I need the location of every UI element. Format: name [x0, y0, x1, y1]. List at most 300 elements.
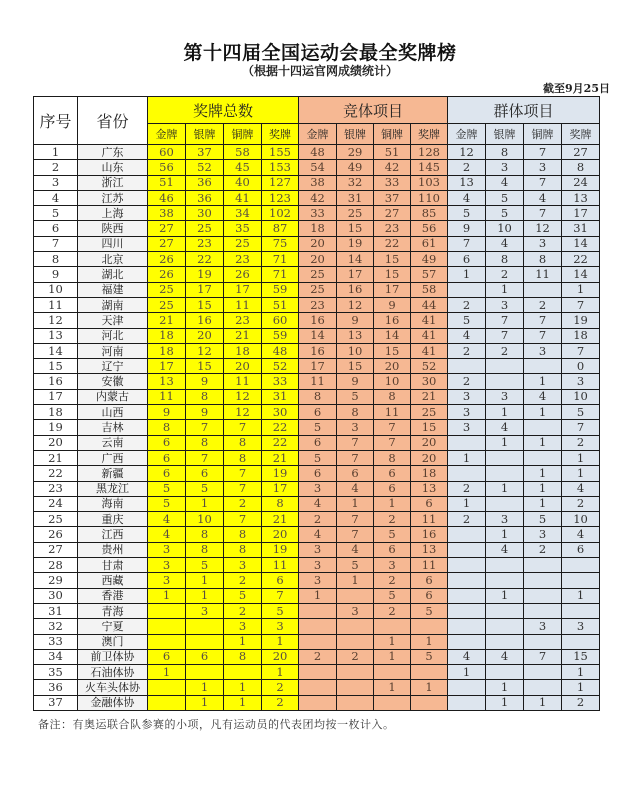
province-cell: 重庆 — [78, 512, 148, 527]
rank-cell: 25 — [34, 512, 78, 527]
province-cell: 澳门 — [78, 634, 148, 649]
comp-medal-cell: 16 — [299, 313, 337, 328]
comp-medal-cell — [337, 695, 374, 710]
rank-cell: 9 — [34, 267, 78, 282]
header-comp-medals: 奖牌 — [411, 124, 448, 145]
province-cell: 湖南 — [78, 297, 148, 312]
mass-medal-cell — [562, 573, 600, 588]
mass-medal-cell: 1 — [562, 466, 600, 481]
comp-medal-cell — [411, 619, 448, 634]
mass-medal-cell — [524, 450, 562, 465]
rank-cell: 37 — [34, 695, 78, 710]
total-medal-cell: 8 — [224, 649, 262, 664]
rank-cell: 26 — [34, 527, 78, 542]
comp-medal-cell: 11 — [411, 512, 448, 527]
mass-medal-cell — [448, 282, 486, 297]
total-medal-cell: 1 — [186, 573, 224, 588]
comp-medal-cell: 58 — [411, 282, 448, 297]
mass-medal-cell: 7 — [486, 328, 524, 343]
mass-medal-cell: 7 — [562, 343, 600, 358]
total-medal-cell: 30 — [186, 206, 224, 221]
comp-medal-cell: 13 — [337, 328, 374, 343]
table-row — [34, 405, 600, 420]
comp-medal-cell: 42 — [299, 190, 337, 205]
total-medal-cell: 51 — [148, 175, 186, 190]
total-medal-cell: 8 — [186, 542, 224, 557]
comp-medal-cell: 22 — [374, 236, 411, 251]
total-medal-cell: 5 — [148, 496, 186, 511]
mass-medal-cell — [448, 573, 486, 588]
total-medal-cell: 5 — [224, 588, 262, 603]
comp-medal-cell: 21 — [411, 389, 448, 404]
mass-medal-cell: 13 — [562, 190, 600, 205]
comp-medal-cell — [374, 695, 411, 710]
mass-medal-cell — [486, 603, 524, 618]
total-medal-cell: 7 — [186, 420, 224, 435]
mass-medal-cell — [524, 573, 562, 588]
total-medal-cell: 12 — [224, 389, 262, 404]
total-medal-cell: 25 — [148, 282, 186, 297]
mass-medal-cell: 3 — [486, 160, 524, 175]
rank-cell: 2 — [34, 160, 78, 175]
mass-medal-cell: 1 — [562, 665, 600, 680]
total-medal-cell: 1 — [186, 680, 224, 695]
comp-medal-cell: 57 — [411, 267, 448, 282]
mass-medal-cell — [524, 603, 562, 618]
total-medal-cell: 6 — [148, 466, 186, 481]
comp-medal-cell: 20 — [411, 435, 448, 450]
total-medal-cell: 30 — [262, 405, 299, 420]
table-row — [34, 389, 600, 404]
comp-medal-cell: 4 — [337, 481, 374, 496]
comp-medal-cell: 15 — [374, 252, 411, 267]
comp-medal-cell: 10 — [337, 343, 374, 358]
table-row — [34, 328, 600, 343]
total-medal-cell: 8 — [224, 450, 262, 465]
comp-medal-cell: 41 — [411, 328, 448, 343]
total-medal-cell: 11 — [224, 297, 262, 312]
mass-medal-cell: 7 — [524, 328, 562, 343]
province-cell: 山东 — [78, 160, 148, 175]
comp-medal-cell — [299, 634, 337, 649]
mass-medal-cell: 7 — [524, 649, 562, 664]
province-cell: 火车头体协 — [78, 680, 148, 695]
mass-medal-cell — [448, 634, 486, 649]
total-medal-cell: 48 — [262, 343, 299, 358]
total-medal-cell — [186, 665, 224, 680]
comp-medal-cell: 7 — [337, 450, 374, 465]
table-row — [34, 466, 600, 481]
mass-medal-cell: 3 — [486, 389, 524, 404]
mass-medal-cell — [562, 603, 600, 618]
province-cell: 河北 — [78, 328, 148, 343]
comp-medal-cell: 15 — [374, 267, 411, 282]
comp-medal-cell: 2 — [337, 649, 374, 664]
province-cell: 天津 — [78, 313, 148, 328]
comp-medal-cell: 5 — [299, 450, 337, 465]
province-cell: 贵州 — [78, 542, 148, 557]
comp-medal-cell: 4 — [337, 542, 374, 557]
header-comp-bronze: 铜牌 — [374, 124, 411, 145]
header-total-silver: 银牌 — [186, 124, 224, 145]
mass-medal-cell: 1 — [524, 466, 562, 481]
comp-medal-cell: 41 — [411, 313, 448, 328]
mass-medal-cell: 1 — [524, 695, 562, 710]
rank-cell: 5 — [34, 206, 78, 221]
comp-medal-cell: 9 — [374, 297, 411, 312]
mass-medal-cell: 10 — [562, 389, 600, 404]
comp-medal-cell: 61 — [411, 236, 448, 251]
table-row — [34, 435, 600, 450]
total-medal-cell: 1 — [186, 496, 224, 511]
table-row — [34, 496, 600, 511]
rank-cell: 10 — [34, 282, 78, 297]
comp-medal-cell: 6 — [374, 481, 411, 496]
total-medal-cell: 26 — [224, 267, 262, 282]
mass-medal-cell: 2 — [562, 496, 600, 511]
total-medal-cell: 6 — [262, 573, 299, 588]
total-medal-cell: 71 — [262, 252, 299, 267]
comp-medal-cell: 6 — [299, 405, 337, 420]
mass-medal-cell: 1 — [448, 665, 486, 680]
total-medal-cell: 9 — [148, 405, 186, 420]
comp-medal-cell: 1 — [374, 634, 411, 649]
comp-medal-cell: 4 — [299, 496, 337, 511]
mass-medal-cell: 18 — [562, 328, 600, 343]
total-medal-cell: 75 — [262, 236, 299, 251]
mass-medal-cell — [524, 680, 562, 695]
table-row — [34, 221, 600, 236]
total-medal-cell: 5 — [262, 603, 299, 618]
total-medal-cell: 8 — [186, 389, 224, 404]
total-medal-cell: 20 — [262, 527, 299, 542]
total-medal-cell: 45 — [224, 160, 262, 175]
mass-medal-cell: 14 — [562, 267, 600, 282]
comp-medal-cell: 9 — [337, 374, 374, 389]
mass-medal-cell: 4 — [486, 420, 524, 435]
comp-medal-cell: 1 — [374, 496, 411, 511]
total-medal-cell: 58 — [224, 145, 262, 160]
mass-medal-cell — [448, 680, 486, 695]
mass-medal-cell: 4 — [448, 190, 486, 205]
mass-medal-cell: 3 — [524, 343, 562, 358]
total-medal-cell: 4 — [148, 527, 186, 542]
province-cell: 吉林 — [78, 420, 148, 435]
comp-medal-cell: 2 — [374, 573, 411, 588]
total-medal-cell: 17 — [148, 359, 186, 374]
mass-medal-cell — [448, 527, 486, 542]
comp-medal-cell: 8 — [337, 405, 374, 420]
mass-medal-cell: 3 — [448, 389, 486, 404]
mass-medal-cell: 2 — [448, 297, 486, 312]
mass-medal-cell: 4 — [486, 175, 524, 190]
rank-cell: 33 — [34, 634, 78, 649]
total-medal-cell: 36 — [186, 190, 224, 205]
total-medal-cell: 20 — [262, 649, 299, 664]
comp-medal-cell: 27 — [374, 206, 411, 221]
total-medal-cell: 1 — [148, 665, 186, 680]
total-medal-cell: 18 — [224, 343, 262, 358]
total-medal-cell: 3 — [148, 542, 186, 557]
mass-medal-cell: 7 — [524, 313, 562, 328]
total-medal-cell: 59 — [262, 282, 299, 297]
mass-medal-cell: 5 — [486, 206, 524, 221]
total-medal-cell — [224, 665, 262, 680]
total-medal-cell: 71 — [262, 267, 299, 282]
total-medal-cell: 40 — [224, 175, 262, 190]
mass-medal-cell: 1 — [486, 282, 524, 297]
mass-medal-cell: 3 — [448, 420, 486, 435]
province-cell: 香港 — [78, 588, 148, 603]
comp-medal-cell: 2 — [299, 512, 337, 527]
total-medal-cell: 7 — [224, 420, 262, 435]
total-medal-cell: 1 — [186, 695, 224, 710]
total-medal-cell: 23 — [224, 313, 262, 328]
comp-medal-cell: 6 — [299, 435, 337, 450]
table-row — [34, 665, 600, 680]
mass-medal-cell: 13 — [448, 175, 486, 190]
mass-medal-cell: 6 — [562, 542, 600, 557]
comp-medal-cell — [299, 695, 337, 710]
total-medal-cell: 8 — [224, 542, 262, 557]
total-medal-cell: 7 — [186, 450, 224, 465]
comp-medal-cell: 33 — [374, 175, 411, 190]
as-of-date: 截至9月25日 — [543, 82, 610, 95]
mass-medal-cell: 3 — [562, 619, 600, 634]
comp-medal-cell: 6 — [374, 466, 411, 481]
comp-medal-cell: 103 — [411, 175, 448, 190]
total-medal-cell: 56 — [148, 160, 186, 175]
rank-cell: 8 — [34, 252, 78, 267]
comp-medal-cell: 7 — [337, 512, 374, 527]
comp-medal-cell: 6 — [411, 588, 448, 603]
mass-medal-cell — [524, 282, 562, 297]
mass-medal-cell: 2 — [486, 343, 524, 358]
mass-medal-cell — [486, 359, 524, 374]
mass-medal-cell: 1 — [524, 374, 562, 389]
comp-medal-cell: 16 — [299, 343, 337, 358]
rank-cell: 19 — [34, 420, 78, 435]
total-medal-cell: 8 — [262, 496, 299, 511]
comp-medal-cell: 29 — [337, 145, 374, 160]
comp-medal-cell — [337, 588, 374, 603]
total-medal-cell: 41 — [224, 190, 262, 205]
table-row — [34, 558, 600, 573]
comp-medal-cell: 56 — [411, 221, 448, 236]
total-medal-cell: 127 — [262, 175, 299, 190]
comp-medal-cell: 23 — [299, 297, 337, 312]
mass-medal-cell: 7 — [524, 175, 562, 190]
total-medal-cell: 3 — [148, 558, 186, 573]
rank-cell: 20 — [34, 435, 78, 450]
total-medal-cell: 9 — [186, 374, 224, 389]
comp-medal-cell: 25 — [411, 405, 448, 420]
mass-medal-cell: 5 — [562, 405, 600, 420]
comp-medal-cell: 3 — [337, 420, 374, 435]
total-medal-cell: 33 — [262, 374, 299, 389]
total-medal-cell: 153 — [262, 160, 299, 175]
comp-medal-cell: 85 — [411, 206, 448, 221]
comp-medal-cell: 6 — [411, 573, 448, 588]
total-medal-cell: 21 — [262, 512, 299, 527]
mass-medal-cell: 8 — [486, 252, 524, 267]
total-medal-cell: 46 — [148, 190, 186, 205]
total-medal-cell: 2 — [262, 680, 299, 695]
comp-medal-cell: 5 — [299, 420, 337, 435]
total-medal-cell: 18 — [148, 328, 186, 343]
comp-medal-cell: 7 — [374, 420, 411, 435]
province-cell: 浙江 — [78, 175, 148, 190]
comp-medal-cell: 44 — [411, 297, 448, 312]
table-row — [34, 190, 600, 205]
mass-medal-cell — [524, 558, 562, 573]
comp-medal-cell: 6 — [374, 542, 411, 557]
comp-medal-cell: 9 — [337, 313, 374, 328]
mass-medal-cell: 4 — [448, 328, 486, 343]
province-cell: 广东 — [78, 145, 148, 160]
comp-medal-cell: 41 — [411, 343, 448, 358]
mass-medal-cell: 1 — [448, 267, 486, 282]
header-group-mass: 群体项目 — [448, 97, 600, 124]
mass-medal-cell: 3 — [562, 374, 600, 389]
table-row — [34, 450, 600, 465]
comp-medal-cell — [374, 665, 411, 680]
mass-medal-cell: 1 — [524, 481, 562, 496]
comp-medal-cell: 17 — [299, 359, 337, 374]
table-row — [34, 695, 600, 710]
mass-medal-cell: 2 — [448, 343, 486, 358]
rank-cell: 17 — [34, 389, 78, 404]
province-cell: 前卫体协 — [78, 649, 148, 664]
mass-medal-cell: 3 — [448, 405, 486, 420]
mass-medal-cell — [448, 695, 486, 710]
mass-medal-cell: 4 — [486, 542, 524, 557]
rank-cell: 36 — [34, 680, 78, 695]
total-medal-cell: 26 — [148, 252, 186, 267]
header-mass-gold: 金牌 — [448, 124, 486, 145]
comp-medal-cell: 6 — [411, 496, 448, 511]
comp-medal-cell: 10 — [374, 374, 411, 389]
mass-medal-cell: 1 — [562, 282, 600, 297]
mass-medal-cell: 4 — [486, 649, 524, 664]
comp-medal-cell: 5 — [374, 588, 411, 603]
comp-medal-cell: 32 — [337, 175, 374, 190]
table-row — [34, 297, 600, 312]
total-medal-cell: 22 — [186, 252, 224, 267]
total-medal-cell: 59 — [262, 328, 299, 343]
comp-medal-cell: 3 — [374, 558, 411, 573]
comp-medal-cell: 16 — [337, 282, 374, 297]
total-medal-cell: 4 — [148, 512, 186, 527]
comp-medal-cell: 2 — [374, 512, 411, 527]
total-medal-cell: 155 — [262, 145, 299, 160]
mass-medal-cell: 1 — [486, 680, 524, 695]
comp-medal-cell: 2 — [374, 603, 411, 618]
mass-medal-cell — [486, 619, 524, 634]
total-medal-cell: 3 — [224, 619, 262, 634]
table-row — [34, 573, 600, 588]
total-medal-cell — [186, 634, 224, 649]
total-medal-cell: 7 — [262, 588, 299, 603]
total-medal-cell: 36 — [186, 175, 224, 190]
rank-cell: 12 — [34, 313, 78, 328]
rank-cell: 28 — [34, 558, 78, 573]
mass-medal-cell: 1 — [524, 435, 562, 450]
comp-medal-cell: 48 — [299, 145, 337, 160]
mass-medal-cell — [448, 466, 486, 481]
total-medal-cell: 23 — [186, 236, 224, 251]
total-medal-cell: 3 — [262, 619, 299, 634]
mass-medal-cell — [524, 665, 562, 680]
comp-medal-cell: 8 — [299, 389, 337, 404]
comp-medal-cell — [299, 619, 337, 634]
total-medal-cell: 3 — [148, 573, 186, 588]
header-rank: 序号 — [34, 97, 78, 145]
comp-medal-cell: 25 — [299, 282, 337, 297]
total-medal-cell: 87 — [262, 221, 299, 236]
rank-cell: 13 — [34, 328, 78, 343]
mass-medal-cell — [562, 558, 600, 573]
province-cell: 甘肃 — [78, 558, 148, 573]
rank-cell: 27 — [34, 542, 78, 557]
mass-medal-cell: 4 — [562, 481, 600, 496]
province-cell: 北京 — [78, 252, 148, 267]
rank-cell: 6 — [34, 221, 78, 236]
province-cell: 江西 — [78, 527, 148, 542]
total-medal-cell: 60 — [262, 313, 299, 328]
comp-medal-cell — [337, 634, 374, 649]
table-row — [34, 603, 600, 618]
mass-medal-cell: 5 — [448, 206, 486, 221]
comp-medal-cell: 3 — [337, 603, 374, 618]
province-cell: 青海 — [78, 603, 148, 618]
table-row — [34, 512, 600, 527]
table-row — [34, 420, 600, 435]
total-medal-cell: 10 — [186, 512, 224, 527]
total-medal-cell: 51 — [262, 297, 299, 312]
mass-medal-cell: 1 — [486, 527, 524, 542]
total-medal-cell: 37 — [186, 145, 224, 160]
comp-medal-cell: 7 — [374, 435, 411, 450]
total-medal-cell: 19 — [262, 542, 299, 557]
rank-cell: 31 — [34, 603, 78, 618]
rank-cell: 23 — [34, 481, 78, 496]
comp-medal-cell: 17 — [374, 282, 411, 297]
mass-medal-cell — [524, 359, 562, 374]
header-total-medals: 奖牌 — [262, 124, 299, 145]
mass-medal-cell: 3 — [486, 297, 524, 312]
total-medal-cell — [148, 634, 186, 649]
total-medal-cell — [148, 619, 186, 634]
table-row — [34, 619, 600, 634]
comp-medal-cell: 11 — [411, 558, 448, 573]
table-row — [34, 343, 600, 358]
comp-medal-cell: 38 — [299, 175, 337, 190]
total-medal-cell: 11 — [148, 389, 186, 404]
total-medal-cell: 9 — [186, 405, 224, 420]
comp-medal-cell: 19 — [337, 236, 374, 251]
province-cell: 四川 — [78, 236, 148, 251]
comp-medal-cell: 11 — [299, 374, 337, 389]
comp-medal-cell: 18 — [299, 221, 337, 236]
total-medal-cell: 22 — [262, 420, 299, 435]
total-medal-cell: 17 — [262, 481, 299, 496]
comp-medal-cell: 5 — [411, 649, 448, 664]
rank-cell: 14 — [34, 343, 78, 358]
total-medal-cell: 25 — [148, 297, 186, 312]
header-total-bronze: 铜牌 — [224, 124, 262, 145]
medal-table — [33, 96, 600, 711]
